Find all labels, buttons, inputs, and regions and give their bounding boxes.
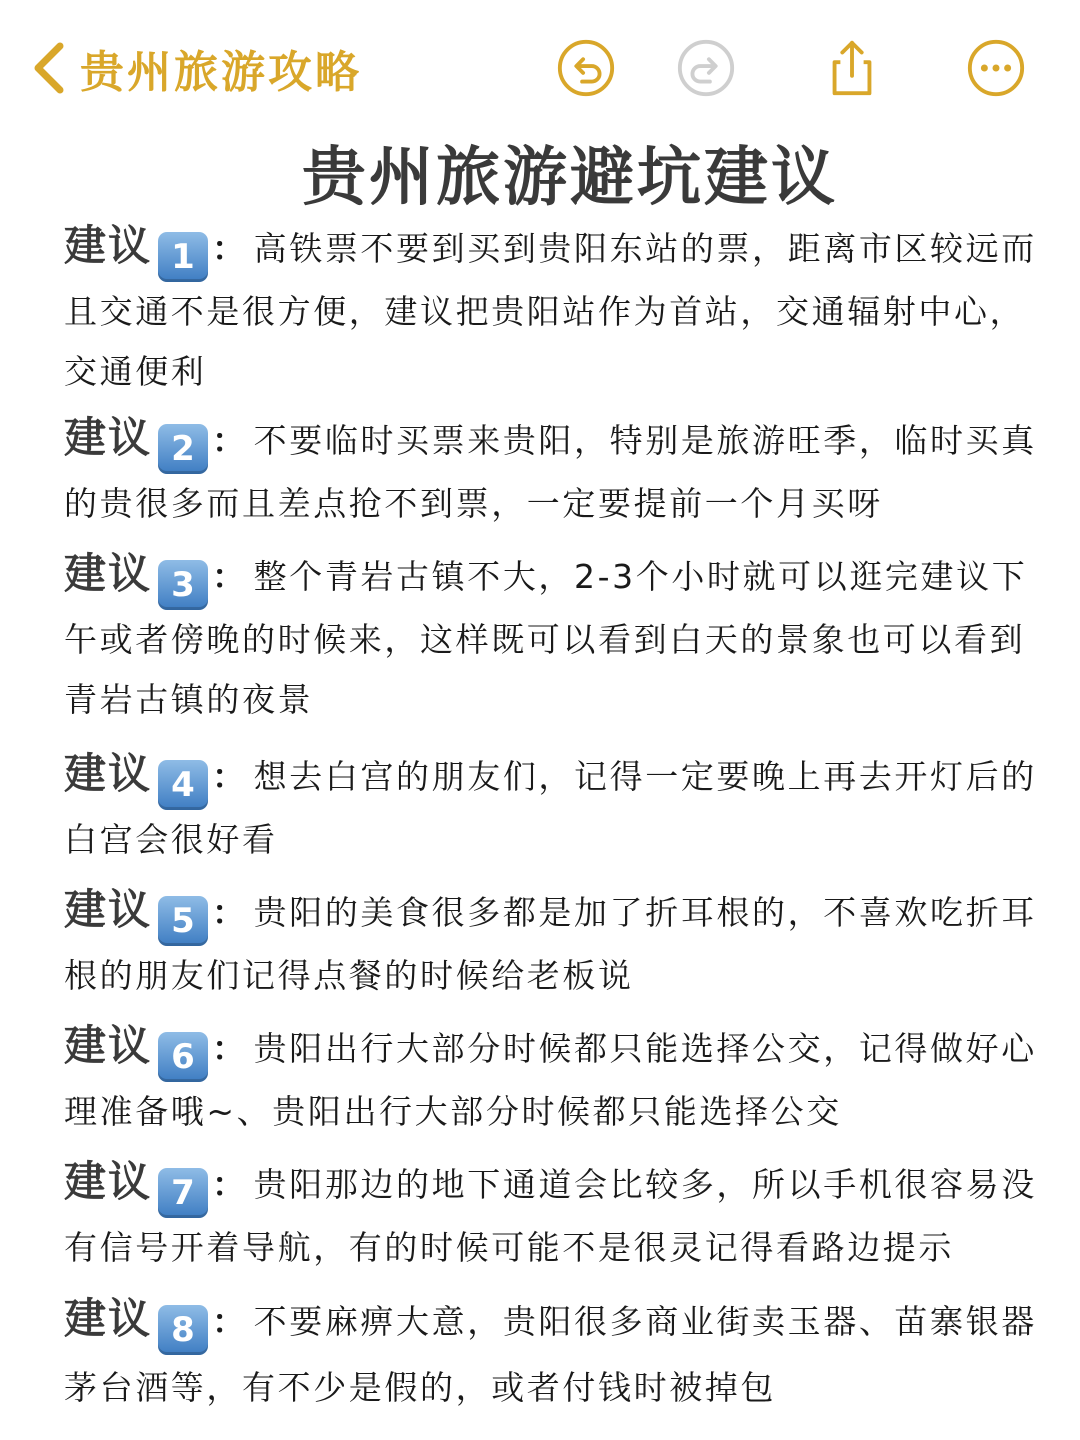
tip-text: 不要麻痹大意，贵阳很多商业街卖玉器、苗寨银器茅台酒等，有不少是假的，或者付钱时被掉包 (64, 1302, 1037, 1407)
tip-item (64, 544, 1054, 730)
tip-item (64, 1016, 1054, 1142)
tip-colon: ： (212, 1302, 248, 1341)
number-badge: 2 (158, 424, 208, 474)
back-label: 贵州旅游攻略 (80, 47, 362, 98)
tip-head: 建议 (64, 1157, 153, 1206)
number-badge: 3 (158, 560, 208, 610)
back-button[interactable] (30, 36, 362, 100)
number-badge: 5 (158, 896, 208, 946)
tip-text: 高铁票不要到买到贵阳东站的票，距离市区较远而且交通不是很方便，建议把贵阳站作为首站，交通辐射中心，交通便利 (64, 229, 1037, 391)
tip-item (64, 216, 1054, 402)
number-badge: 4 (158, 760, 208, 810)
tip-colon: ： (212, 893, 248, 932)
more-button[interactable] (964, 36, 1028, 100)
tip-text: 整个青岩古镇不大，2-3个小时就可以逛完建议下午或者傍晚的时候来，这样既可以看到白天的景象也可以看到青岩古镇的夜景 (64, 557, 1028, 719)
redo-button[interactable] (674, 36, 738, 100)
tip-text: 贵阳那边的地下通道会比较多，所以手机很容易没有信号开着导航，有的时候可能不是很灵记得看路边提示 (64, 1165, 1037, 1267)
tip-head: 建议 (64, 885, 153, 934)
tip-item (64, 880, 1054, 1006)
tip-text: 不要临时买票来贵阳，特别是旅游旺季，临时买真的贵很多而且差点抢不到票，一定要提前一个月买呀 (64, 421, 1037, 523)
number-badge: 6 (158, 1032, 208, 1082)
number-badge: 1 (158, 232, 208, 282)
undo-button[interactable] (554, 36, 618, 100)
more-icon (965, 37, 1027, 99)
tip-colon: ： (212, 229, 248, 268)
tip-head: 建议 (64, 549, 153, 598)
chevron-left-icon (30, 40, 70, 96)
tip-colon: ： (212, 757, 248, 796)
redo-icon (675, 37, 737, 99)
tip-head: 建议 (64, 749, 153, 798)
tip-colon: ： (212, 421, 248, 460)
tip-text: 想去白宫的朋友们，记得一定要晚上再去开灯后的白宫会很好看 (64, 757, 1037, 859)
undo-icon (555, 37, 617, 99)
tips-list (64, 216, 1054, 1421)
share-button[interactable] (820, 36, 884, 100)
number-badge: 8 (158, 1305, 208, 1355)
tip-head: 建议 (64, 221, 153, 270)
top-bar (0, 0, 1080, 130)
tip-colon: ： (212, 1165, 248, 1204)
tip-head: 建议 (64, 1021, 153, 1070)
tip-item (64, 744, 1054, 870)
tip-item (64, 1286, 1054, 1421)
tip-colon: ： (212, 557, 248, 596)
number-badge: 7 (158, 1168, 208, 1218)
tip-colon: ： (212, 1029, 248, 1068)
share-icon (821, 37, 883, 99)
tip-item (64, 408, 1054, 534)
page-title: 贵州旅游避坑建议 (302, 141, 838, 215)
tip-head: 建议 (64, 413, 153, 462)
tip-head: 建议 (64, 1294, 153, 1343)
tip-item (64, 1152, 1054, 1278)
tip-text: 贵阳出行大部分时候都只能选择公交，记得做好心理准备哦~、贵阳出行大部分时候都只能选择公交 (64, 1029, 1037, 1131)
tip-text: 贵阳的美食很多都是加了折耳根的，不喜欢吃折耳根的朋友们记得点餐的时候给老板说 (64, 893, 1037, 995)
